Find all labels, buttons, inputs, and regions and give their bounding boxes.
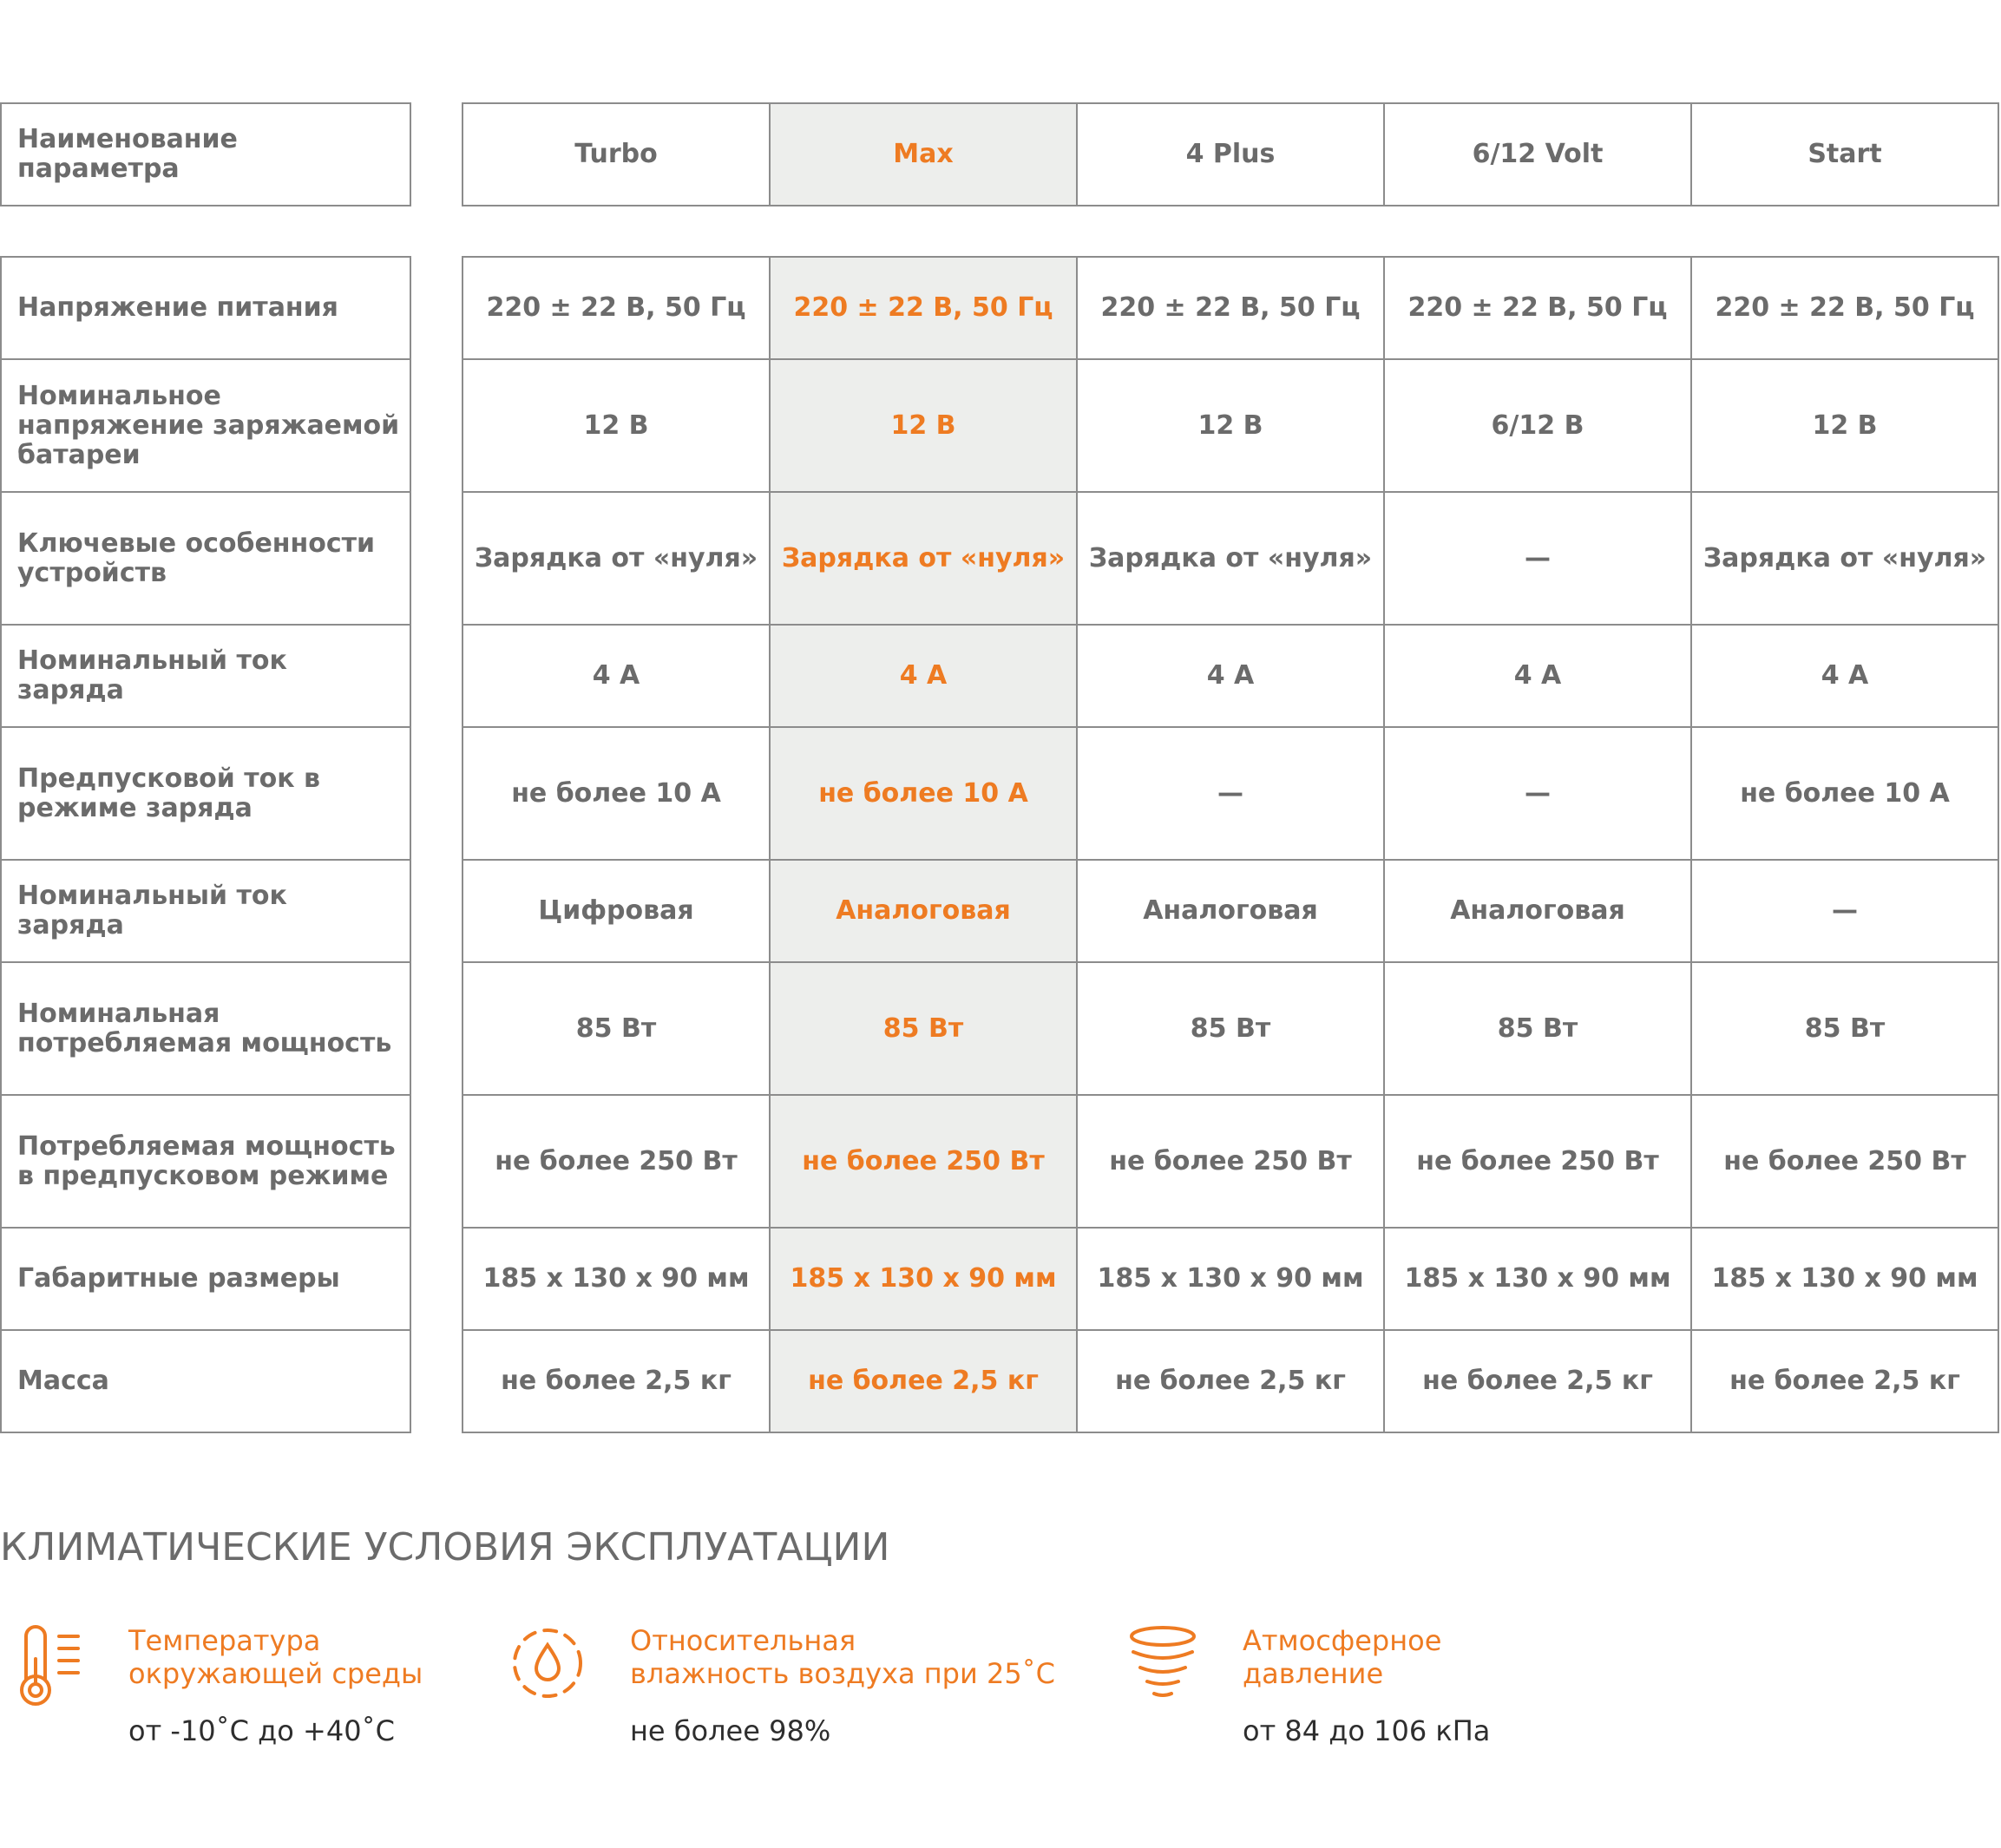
param-row xyxy=(1,727,410,860)
value-cell: 85 Вт xyxy=(1077,962,1384,1095)
value-cell: 220 ± 22 В, 50 Гц xyxy=(770,257,1077,359)
value-row xyxy=(463,1095,1998,1228)
value-cell: 4 А xyxy=(770,625,1077,727)
param-name-cell: Номинальный ток заряда xyxy=(1,625,410,727)
value-cell: — xyxy=(1384,492,1691,625)
param-row xyxy=(1,1228,410,1330)
value-row xyxy=(463,625,1998,727)
param-name-cell: Номинальная потребляемая мощность xyxy=(1,962,410,1095)
param-header-cell: Наименование параметра xyxy=(1,103,410,206)
humidity-icon xyxy=(508,1624,587,1706)
param-row xyxy=(1,625,410,727)
value-cell: 6/12 В xyxy=(1384,359,1691,492)
value-cell: 12 В xyxy=(1077,359,1384,492)
humidity-title: Относительная влажность воздуха при 25˚C xyxy=(630,1624,1056,1690)
value-cell: 12 В xyxy=(770,359,1077,492)
value-cell: не более 250 Вт xyxy=(1691,1095,1998,1228)
value-row xyxy=(463,359,1998,492)
value-cell: 4 А xyxy=(463,625,770,727)
value-cell: 185 х 130 х 90 мм xyxy=(1384,1228,1691,1330)
temperature-title: Температура окружающей среды xyxy=(128,1624,423,1690)
value-cell: Зарядка от «нуля» xyxy=(770,492,1077,625)
value-cell: не более 250 Вт xyxy=(1384,1095,1691,1228)
param-name-cell: Габаритные размеры xyxy=(1,1228,410,1330)
model-header-start: Start xyxy=(1691,103,1998,206)
value-cell: 185 х 130 х 90 мм xyxy=(463,1228,770,1330)
model-header-4plus: 4 Plus xyxy=(1077,103,1384,206)
param-name-cell: Масса xyxy=(1,1330,410,1432)
value-cell: — xyxy=(1384,727,1691,860)
value-cell: Зарядка от «нуля» xyxy=(463,492,770,625)
value-cell: 185 х 130 х 90 мм xyxy=(770,1228,1077,1330)
value-cell: не более 10 А xyxy=(463,727,770,860)
value-cell: Аналоговая xyxy=(1384,860,1691,962)
thermometer-icon xyxy=(14,1624,83,1714)
value-cell: не более 10 А xyxy=(770,727,1077,860)
model-header-6-12-volt: 6/12 Volt xyxy=(1384,103,1691,206)
value-cell: 85 Вт xyxy=(770,962,1077,1095)
value-row xyxy=(463,1330,1998,1432)
param-row xyxy=(1,1330,410,1432)
param-row xyxy=(1,257,410,359)
value-cell: не более 2,5 кг xyxy=(770,1330,1077,1432)
value-cell: 4 А xyxy=(1691,625,1998,727)
value-cell: Зарядка от «нуля» xyxy=(1077,492,1384,625)
value-cell: — xyxy=(1077,727,1384,860)
value-cell: 12 В xyxy=(463,359,770,492)
value-row xyxy=(463,727,1998,860)
model-header-turbo: Turbo xyxy=(463,103,770,206)
param-row xyxy=(1,359,410,492)
value-row xyxy=(463,257,1998,359)
param-row xyxy=(1,492,410,625)
param-name-cell: Предпусковой ток в режиме заряда xyxy=(1,727,410,860)
value-cell: не более 250 Вт xyxy=(1077,1095,1384,1228)
param-header-table xyxy=(0,102,411,206)
value-row xyxy=(463,1228,1998,1330)
model-header-table xyxy=(462,102,1999,206)
param-row xyxy=(1,962,410,1095)
value-cell: не более 2,5 кг xyxy=(1077,1330,1384,1432)
value-cell: не более 2,5 кг xyxy=(1384,1330,1691,1432)
value-cell: Аналоговая xyxy=(1077,860,1384,962)
value-cell: 85 Вт xyxy=(1691,962,1998,1095)
value-cell: не более 2,5 кг xyxy=(463,1330,770,1432)
value-cell: 12 В xyxy=(1691,359,1998,492)
value-cell: 220 ± 22 В, 50 Гц xyxy=(1691,257,1998,359)
param-name-cell: Потребляемая мощность в предпусковом режиме xyxy=(1,1095,410,1228)
value-cell: Аналоговая xyxy=(770,860,1077,962)
humidity-value: не более 98% xyxy=(630,1714,831,1747)
pressure-icon xyxy=(1126,1624,1199,1702)
value-cell: не более 250 Вт xyxy=(463,1095,770,1228)
value-cell: не более 250 Вт xyxy=(770,1095,1077,1228)
param-names-table xyxy=(0,256,411,1433)
value-cell: 220 ± 22 В, 50 Гц xyxy=(1384,257,1691,359)
param-row xyxy=(1,860,410,962)
param-values-table xyxy=(462,256,1999,1433)
value-cell: 85 Вт xyxy=(463,962,770,1095)
model-header-max: Max xyxy=(770,103,1077,206)
param-name-cell: Номинальный ток заряда xyxy=(1,860,410,962)
value-cell: 220 ± 22 В, 50 Гц xyxy=(463,257,770,359)
value-row xyxy=(463,860,1998,962)
value-cell: 185 х 130 х 90 мм xyxy=(1691,1228,1998,1330)
value-cell: 4 А xyxy=(1384,625,1691,727)
value-cell: не более 2,5 кг xyxy=(1691,1330,1998,1432)
value-cell: Цифровая xyxy=(463,860,770,962)
value-cell: 85 Вт xyxy=(1384,962,1691,1095)
value-row xyxy=(463,962,1998,1095)
value-cell: 4 А xyxy=(1077,625,1384,727)
param-name-cell: Ключевые особенности устройств xyxy=(1,492,410,625)
value-cell: Зарядка от «нуля» xyxy=(1691,492,1998,625)
pressure-title: Атмосферное давление xyxy=(1243,1624,1442,1690)
value-cell: не более 10 А xyxy=(1691,727,1998,860)
value-cell: 185 х 130 х 90 мм xyxy=(1077,1228,1384,1330)
value-cell: 220 ± 22 В, 50 Гц xyxy=(1077,257,1384,359)
param-name-cell: Номинальное напряжение заряжаемой батареи xyxy=(1,359,410,492)
param-name-cell: Напряжение питания xyxy=(1,257,410,359)
climate-section-title: КЛИМАТИЧЕСКИЕ УСЛОВИЯ ЭКСПЛУАТАЦИИ xyxy=(0,1525,890,1569)
pressure-value: от 84 до 106 кПа xyxy=(1243,1714,1491,1747)
param-row xyxy=(1,1095,410,1228)
value-cell: — xyxy=(1691,860,1998,962)
temperature-value: от -10˚C до +40˚C xyxy=(128,1714,395,1747)
value-row xyxy=(463,492,1998,625)
